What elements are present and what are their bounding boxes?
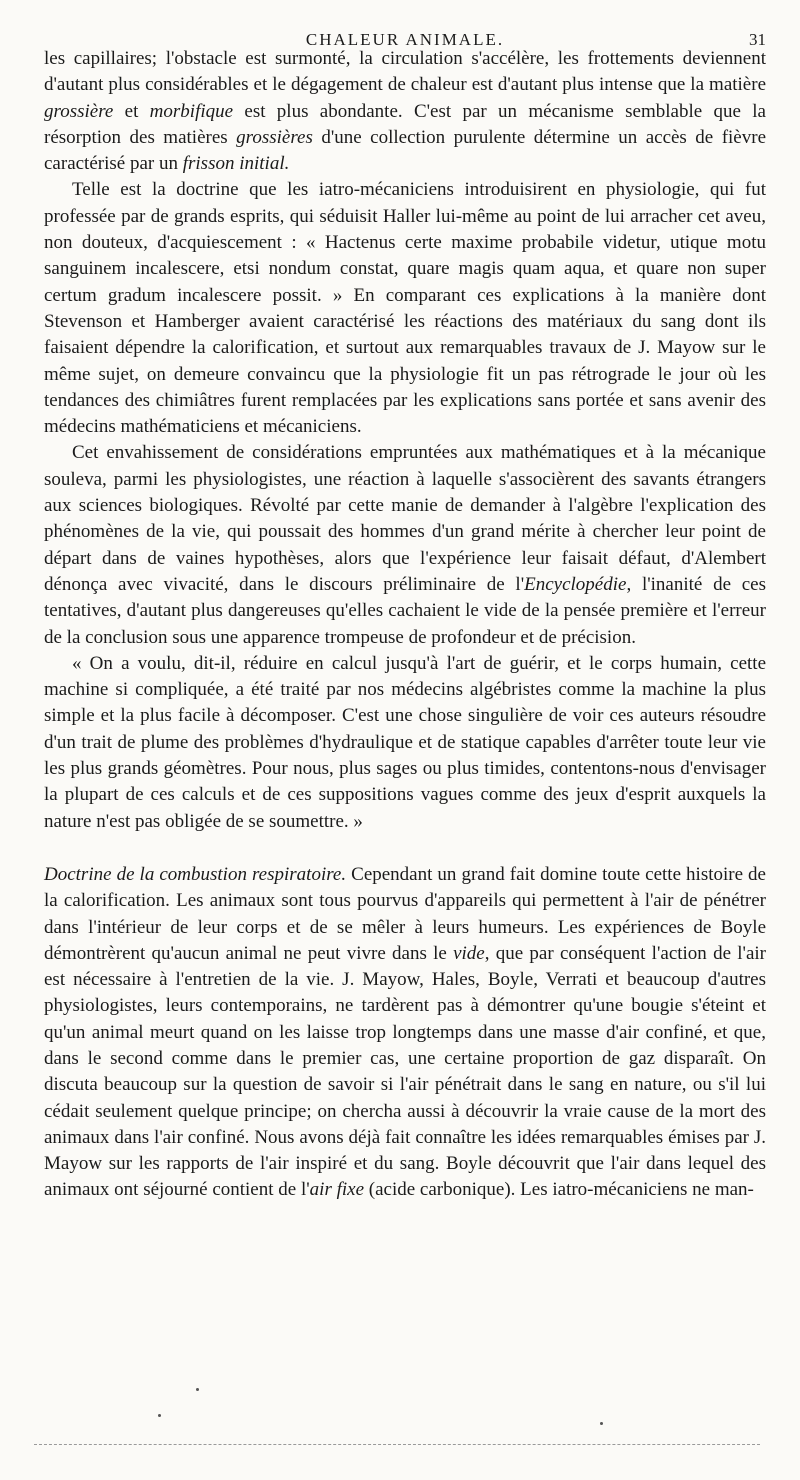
page-number: 31 [749,30,766,49]
text-run: est plus abondante. C'est par un mécanisme semblable que la résorption des matières [44,100,766,148]
footer-rule [34,1444,760,1445]
running-header [44,0,766,49]
paragraph-iatro-mecaniciens: Telle est la doctrine que les iatro-mécaniciens introduisirent en physiologie, qui fut professée par de grands esprits, qui séduisit Haller lui-même au point de lui arracher cet aveu, non douteux, d'acquiescement : « Hactenus certe maxime probabile videtur, utique motu sanguinem incalescere, etsi nondum constat, quare magis quam aqua, et quare non super certum gradum incalescere possit. » En comparant ces explications à la manière dont Stevenson et Hamberger avaient caractérisé les réactions des matériaux du sang dont ils faisaient dépendre la calorification, et surtout aux remarquables travaux de J. Mayow sur le même sujet, on demeure convaincu que la physiologie fit un pas rétrograde le jour où les tendances des chimiâtres furent remplacées par les explications sans portée et sans avenir des médecins mathématiciens et mécaniciens. [44,179,766,438]
emphasis-grossieres: grossières [236,126,313,148]
emphasis-grossiere: grossière [44,100,114,122]
paragraph-combustion-respiratoire [44,862,766,1204]
emphasis-encyclopedie: Encyclopédie [524,573,627,595]
text-run: Cet envahissement de considérations empruntées aux mathématiques et à la mécanique souleva, parmi les physiologistes, une réaction à laquelle s'associèrent des savants étrangers aux sciences biologiques. Révolté par cette manie de demander à l'algèbre l'explication des phénomènes de la vie, qui poussait des hommes d'un grand mérite à chercher leur point de départ dans de vaines hypothèses, alors que l'expérience leur faisait défaut, d'Alembert dénonça avec vivacité, dans le discours préliminaire de l' [44,442,766,595]
emphasis-frisson-initial: frisson initial. [182,153,290,175]
section-spacer [44,835,766,862]
emphasis-air-fixe: air fixe [309,1179,365,1201]
body-text [44,46,766,1204]
text-run: , que par conséquent l'action de l'air est nécessaire à l'entretien de la vie. J. Mayow, Hales, Boyle, Verrati et beaucoup d'autres physiologistes, leurs contemporains, ne tardèrent pas à démontrer qu'une bougie s'éteint et qu'un animal meurt quand on les laisse trop longtemps dans une masse d'air confiné, et que, dans le second comme dans le premier cas, une certaine proportion de gaz disparaît. On discuta beaucoup sur la question de savoir si l'air pénétrait dans le sang en nature, ou s'il lui cédait seulement quelque principe; on chercha aussi à découvrir la vraie cause de la mort des animaux dans l'air confiné. Nous avons déjà fait connaître les idées remarquables émises par J. Mayow sur les rapports de l'air inspiré et du sang. Boyle découvrit que l'air dans lequel des animaux ont séjourné contient de l' [44,942,766,1201]
emphasis-morbifique: morbifique [149,100,234,122]
print-speck [600,1422,603,1425]
print-speck [158,1414,161,1417]
text-run: , l'inanité de ces tentatives, d'autant plus dangereuses qu'elles cachaient le vide de la pensée première et l'erreur de la conclusion sous une apparence trompeuse de profondeur et de précision. [44,573,766,648]
paragraph-capillaires [44,46,766,177]
running-title: CHALEUR ANIMALE. [305,30,505,49]
text-run: d'une collection purulente détermine un accès de fièvre caractérisé par un [44,126,767,175]
text-run: et [113,100,150,122]
emphasis-vide: vide [453,942,485,964]
paragraph-envahissement [44,440,766,650]
text-run: Cependant un grand fait domine toute cette histoire de la calorification. Les animaux sont tous pourvus d'appareils qui permettent à l'air de pénétrer dans l'intérieur de leur corps et de se mêler à leurs humeurs. Les expériences de Boyle démontrèrent qu'aucun animal ne peut vivre dans le [44,863,766,964]
section-heading: Doctrine de la combustion respiratoire. [44,863,347,885]
text-run: (acide carbonique). Les iatro-mécaniciens ne man- [364,1179,754,1201]
paragraph-dalembert-quote: « On a voulu, dit-il, réduire en calcul jusqu'à l'art de guérir, et le corps humain, cette machine si compliquée, a été traité par nos médecins algébristes comme la machine la plus simple et la plus facile à décomposer. C'est une chose singulière de voir ces auteurs résoudre d'un trait de plume des problèmes d'hydraulique et de statique capables d'arrêter toute leur vie les plus grands géomètres. Pour nous, plus sages ou plus timides, contentons-nous d'envisager la plupart de ces calculs et de ces suppositions vagues comme des jeux d'esprit auxquels la nature n'est pas obligée de se soumettre. » [44,652,766,832]
print-speck [196,1388,199,1391]
text-run: les capillaires; l'obstacle est surmonté, la circulation s'accélère, les frottements deviennent d'autant plus considérables et le dégagement de chaleur est d'autant plus intense que la matière [44,48,766,96]
